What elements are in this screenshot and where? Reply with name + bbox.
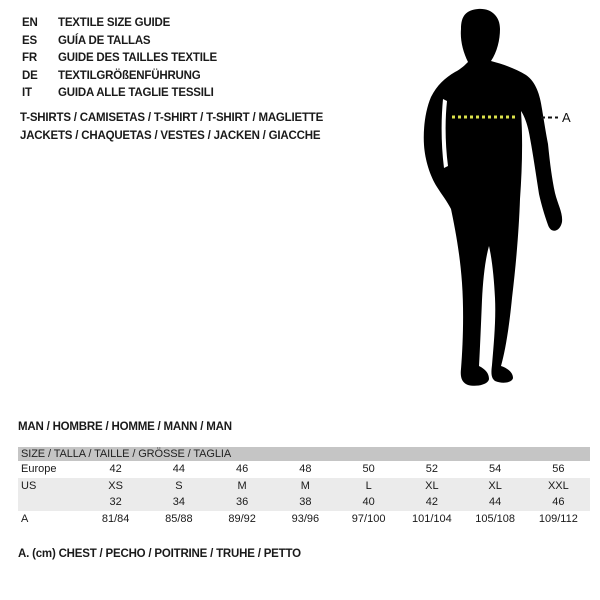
size-table-body: [18, 461, 590, 527]
size-value-cell: 105/108: [475, 512, 515, 525]
section-title-man: MAN / HOMBRE / HOMME / MANN / MAN: [18, 421, 232, 433]
size-value-cell: XL: [425, 479, 439, 492]
language-title: TEXTILGRÖßENFÜHRUNG: [58, 69, 201, 82]
size-value-cell: 97/100: [351, 512, 386, 525]
size-value-cell: 36: [236, 496, 249, 508]
language-row: [22, 85, 217, 103]
size-value-cell: 93/96: [291, 512, 320, 525]
row-label: [18, 494, 84, 511]
size-value-cell: 46: [552, 496, 565, 508]
size-value-cell: 52: [425, 463, 438, 475]
language-row: [22, 15, 217, 33]
size-value-cell: 44: [489, 496, 502, 508]
size-value-cell: 85/88: [165, 512, 193, 525]
size-value-cell: XS: [108, 479, 123, 492]
language-title: TEXTILE SIZE GUIDE: [58, 17, 171, 29]
size-table: [18, 447, 590, 527]
language-row: [22, 50, 217, 68]
size-value-cell: 42: [425, 496, 438, 508]
language-title: GUÍA DE TALLAS: [58, 34, 151, 47]
size-value-cell: XL: [488, 479, 502, 492]
size-value-cell: 46: [236, 463, 249, 475]
size-value-cell: 101/104: [411, 512, 452, 525]
category-line-jackets: JACKETS / CHAQUETAS / VESTES / JACKEN / GIACCHE: [20, 130, 321, 142]
size-value-cell: M: [237, 479, 247, 492]
size-value-cell: 54: [489, 463, 502, 475]
size-value-cell: 56: [552, 463, 565, 475]
category-block: [20, 109, 323, 145]
size-value-cell: XXL: [547, 479, 569, 492]
measure-label-a: A: [562, 110, 571, 125]
language-title: GUIDA ALLE TAGLIE TESSILI: [58, 87, 214, 99]
row-label: US: [21, 479, 37, 492]
size-value-cell: 34: [172, 496, 185, 508]
size-value-cell: S: [175, 479, 183, 492]
size-value-cell: M: [300, 479, 310, 492]
language-title-block: [22, 15, 217, 103]
language-row: [22, 68, 217, 86]
man-silhouette: [424, 9, 562, 386]
size-value-cell: L: [365, 479, 372, 492]
size-value-cell: 81/84: [101, 512, 130, 525]
size-value-cell: 109/112: [538, 512, 578, 525]
language-code: DE: [22, 69, 38, 82]
language-code: EN: [22, 17, 38, 29]
size-value-cell: 42: [109, 463, 122, 475]
size-value-cell: 38: [299, 496, 312, 508]
category-line-tshirts: T-SHIRTS / CAMISETAS / T-SHIRT / T-SHIRT / MAGLIETTE: [20, 112, 324, 124]
man-figure: [398, 2, 598, 394]
size-value-cell: 40: [362, 496, 375, 508]
size-value-cell: 32: [109, 496, 122, 508]
language-title: GUIDE DES TAILLES TEXTILE: [58, 52, 217, 64]
size-value-cell: 89/92: [228, 512, 256, 525]
language-code: ES: [22, 34, 37, 47]
table-row: [18, 494, 590, 511]
table-row: [18, 461, 590, 478]
chest-footnote: A. (cm) CHEST / PECHO / POITRINE / TRUHE / PETTO: [18, 548, 301, 560]
size-value-cell: 50: [362, 463, 375, 475]
row-label: A: [21, 512, 29, 525]
table-row: [18, 478, 590, 495]
language-row: [22, 33, 217, 51]
size-value-cell: 48: [299, 463, 312, 475]
table-row: [18, 511, 590, 528]
language-code: FR: [22, 52, 37, 64]
size-table-header: SIZE / TALLA / TAILLE / GRÖSSE / TAGLIA: [18, 447, 590, 461]
row-label: Europe: [21, 463, 57, 475]
size-value-cell: 44: [172, 463, 185, 475]
language-code: IT: [22, 87, 32, 99]
